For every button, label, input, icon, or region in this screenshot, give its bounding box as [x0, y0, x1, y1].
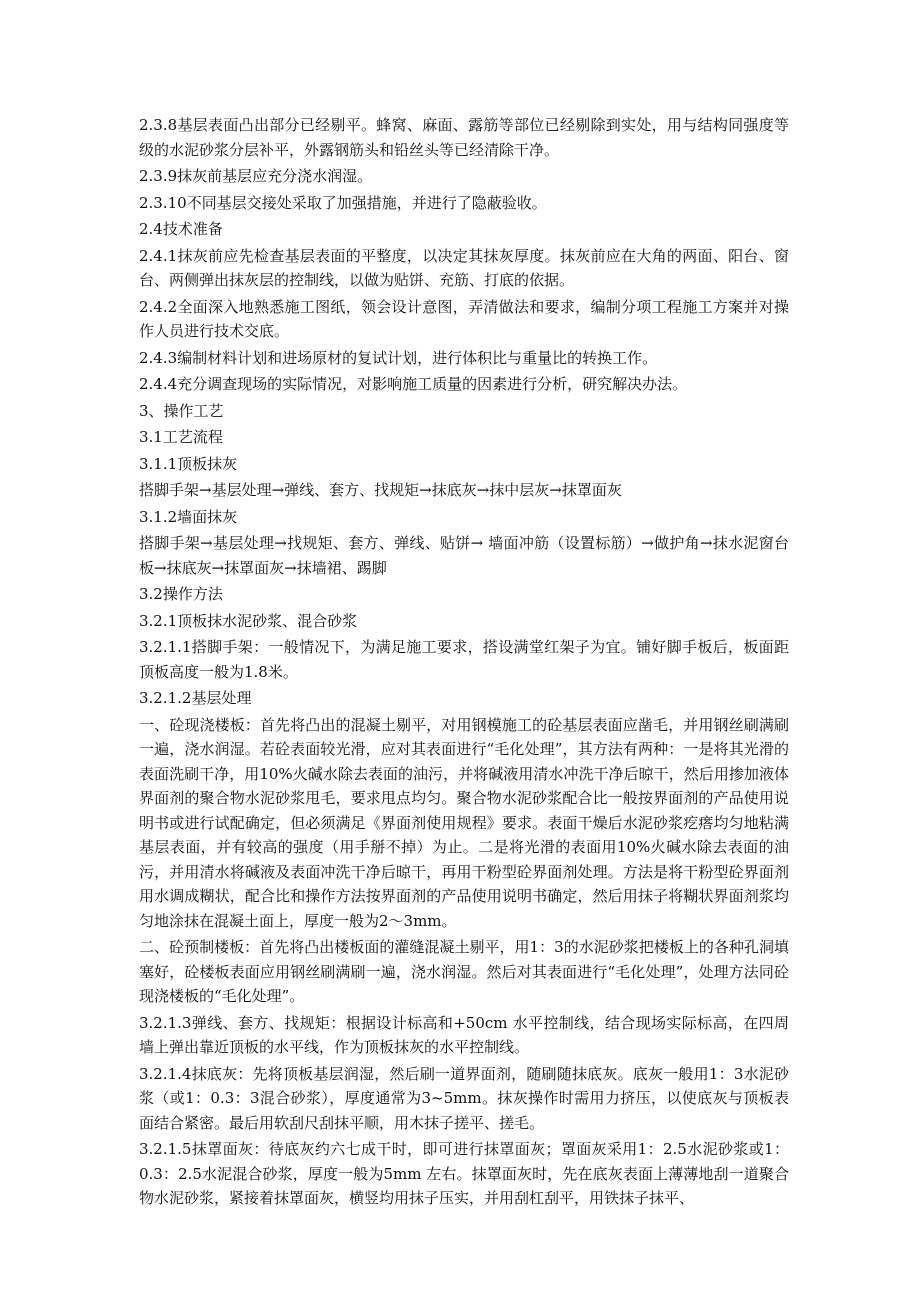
section-heading: 3.2操作方法 — [139, 585, 223, 603]
document-body — [139, 113, 789, 1213]
paragraph: 2.4.2全面深入地熟悉施工图纸，领会设计意图，弄清做法和要求，编制分项工程施工方案并对操作人员进行技术交底。 — [139, 297, 789, 340]
paragraph: 2.3.8基层表面凸出部分已经剔平。蜂窝、麻面、露筋等部位已经剔除到实处，用与结构同强度等级的水泥砂浆分层补平，外露钢筋头和铅丝头等已经清除干净。 — [139, 116, 789, 159]
section-heading: 3.2.1.2基层处理 — [139, 689, 252, 707]
paragraph: 3.2.1.5抹罩面灰：待底灰约六七成干时，即可进行抹罩面灰；罩面灰采用1：2.5水泥砂浆或1：0.3：2.5水泥混合砂浆，厚度一般为5mm 左右。抹罩面灰时，先在底灰表面上薄薄地刮一道聚合物水泥砂浆，紧接着抹罩面灰，横竖均用抹子压实，并用刮杠刮平，用铁抹子抹平、 — [139, 1140, 789, 1207]
paragraph: 3.2.1.3弹线、套方、找规矩：根据设计标高和+50cm 水平控制线，结合现场实际标高，在四周墙上弹出靠近顶板的水平线，作为顶板抹灰的水平控制线。 — [139, 1013, 789, 1056]
section-heading: 3.2.1顶板抹水泥砂浆、混合砂浆 — [139, 611, 358, 630]
paragraph: 3.2.1.4抹底灰：先将顶板基层润湿，然后刷一道界面剂，随刷随抹底灰。底灰一般用1：3水泥砂浆（或1：0.3：3混合砂浆），厚度通常为3~5mm。抹灰操作时需用力挤压，以使底灰与顶板表面结合紧密。最后用软刮尺刮抹平顺，用木抹子搓平、搓毛。 — [139, 1064, 789, 1132]
paragraph: 2.3.10不同基层交接处采取了加强措施，并进行了隐蔽验收。 — [139, 193, 547, 212]
paragraph: 二、砼预制楼板：首先将凸出楼板面的灌缝混凝土剔平，用1：3的水泥砂浆把楼板上的各种孔洞填塞好，砼楼板表面应用钢丝刷满刷一遍，浇水润湿。然后对其表面进行“毛化处理”，处理方法同砼现浇楼板的“毛化处理”。 — [139, 938, 789, 1005]
section-heading: 3.1.1顶板抹灰 — [139, 454, 238, 473]
paragraph: 2.3.9抹灰前基层应充分浇水润湿。 — [139, 167, 373, 185]
process-flow: 搭脚手架→基层处理→弹线、套方、找规矩→抹底灰→抹中层灰→抹罩面灰 — [139, 481, 622, 499]
process-flow: 搭脚手架→基层处理→找规矩、套方、弹线、贴饼→ 墙面冲筋（设置标筋）→做护角→抹水泥窗台板→抹底灰→抹罩面灰→抹墙裙、踢脚 — [139, 534, 789, 577]
paragraph: 2.4.1抹灰前应先检查基层表面的平整度，以决定其抹灰厚度。抹灰前应在大角的两面、阳台、窗台、两侧弹出抹灰层的控制线，以做为贴饼、充筋、打底的依据。 — [139, 246, 789, 289]
section-heading: 3、操作工艺 — [139, 401, 224, 420]
section-heading: 3.1工艺流程 — [139, 428, 223, 446]
paragraph: 2.4.4充分调查现场的实际情况，对影响施工质量的因素进行分析，研究解决办法。 — [139, 375, 688, 393]
paragraph: 一、砼现浇楼板：首先将凸出的混凝土剔平，对用钢模施工的砼基层表面应凿毛，并用钢丝刷满刷一遍，浇水润湿。若砼表面较光滑，应对其表面进行“毛化处理”，其方法有两种：一是将其光滑的表面洗刷干净，用10%火碱水除去表面的油污，并将碱液用清水冲洗干净后晾干，然后用掺加液体界面剂的聚合物水泥砂浆甩毛，要求甩点均匀。聚合物水泥砂浆配合比一般按界面剂的产品使用说明书或进行试配确定，但必须满足《界面剂使用规程》要求。表面干燥后水泥砂浆疙瘩均匀地粘满基层表面，并有较高的强度（用手掰不掉）为止。二是将光滑的表面用10%火碱水除去表面的油污，并用清水将碱液及表面冲洗干净后晾干，再用干粉型砼界面剂处理。方法是将干粉型砼界面剂用水调成糊状，配合比和操作方法按界面剂的产品使用说明书确定，然后用抹子将糊状界面剂浆均匀地涂抹在混凝土面上，厚度一般为2～3mm。 — [139, 715, 789, 930]
section-heading: 3.1.2墙面抹灰 — [139, 507, 238, 526]
section-heading: 2.4技术准备 — [139, 220, 223, 238]
paragraph: 3.2.1.1搭脚手架：一般情况下，为满足施工要求，搭设满堂红架子为宜。铺好脚手板后，板面距顶板高度一般为1.8米。 — [139, 638, 789, 681]
paragraph: 2.4.3编制材料计划和进场原材的复试计划，进行体积比与重量比的转换工作。 — [139, 348, 658, 367]
